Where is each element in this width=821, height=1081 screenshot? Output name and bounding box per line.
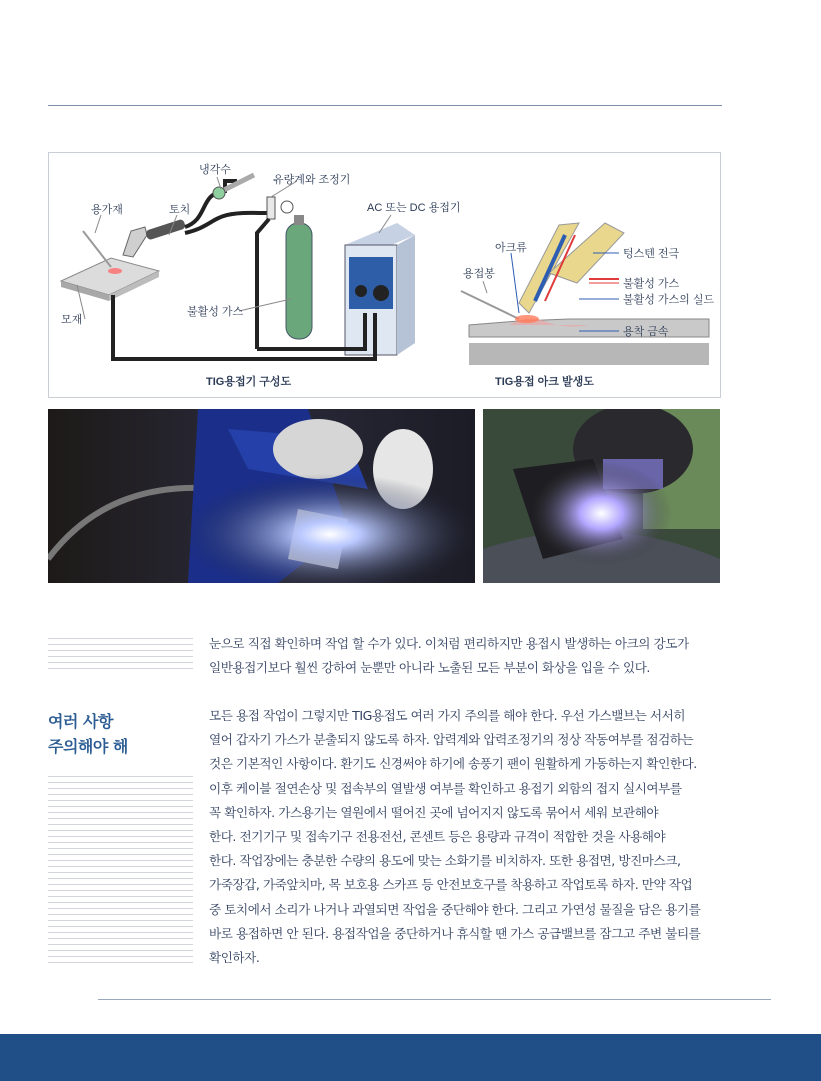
label-coolant: 냉각수 xyxy=(199,164,231,176)
label-inert-gas: 불활성 가스 xyxy=(187,306,244,318)
weld-spark xyxy=(108,268,122,274)
caption-right: TIG용접 아크 발생도 xyxy=(495,376,594,388)
paragraph-line: 일반용접기보다 훨씬 강하여 눈뿐만 아니라 노출된 모든 부분이 화상을 입을 수 있다. xyxy=(209,660,650,676)
power-source xyxy=(345,223,415,355)
side-hatch-bottom xyxy=(48,776,193,964)
top-divider xyxy=(48,105,722,106)
tig-welding-photo-icon xyxy=(483,409,720,583)
filler-rod xyxy=(83,231,111,267)
tig-diagram-drawing xyxy=(49,153,721,398)
paragraph-line: 가죽장갑, 가죽앞치마, 목 보호용 스카프 등 안전보호구를 착용하고 작업토록 하자. 만약 작업 xyxy=(209,877,693,893)
paragraph-line: 모든 용접 작업이 그렇지만 TIG용접도 여러 가지 주의를 해야 한다. 우선 가스밸브는 서서히 xyxy=(209,708,686,723)
paragraph-line: 한다. 전기기구 및 접속기구 전용전선, 콘센트 등은 용량과 규격이 적합한 것을 사용해야 xyxy=(209,829,666,845)
side-heading-line2: 주의해야 해 xyxy=(48,737,128,756)
torch-handle xyxy=(145,219,186,241)
side-heading xyxy=(48,709,198,759)
paragraph-1 xyxy=(209,632,724,680)
label-power-source: AC 또는 DC 용접기 xyxy=(367,202,461,214)
paragraph-line: 중 토치에서 소리가 나거나 과열되면 작업을 중단해야 한다. 그리고 가연성 물질을 담은 용기를 xyxy=(209,901,701,917)
label-flowmeter: 유량계와 조정기 xyxy=(273,174,351,186)
label-tungsten: 텅스텐 전극 xyxy=(623,248,680,260)
paragraph-line: 바로 용접하면 안 된다. 용접작업을 중단하거나 휴식할 땐 가스 공급밸브를 잠그고 주변 불티를 xyxy=(209,925,701,941)
label-inert-gas-2: 불활성 가스 xyxy=(623,278,680,290)
tig-welding-photo xyxy=(483,409,720,583)
paragraph-line: 이후 케이블 절연손상 및 접속부의 열발생 여부를 확인하고 용접기 외함의 접지 실시여부를 xyxy=(209,780,682,796)
bottom-divider xyxy=(98,999,771,1000)
paragraph-line: 확인하자. xyxy=(209,950,260,966)
welder-photo xyxy=(48,409,475,583)
footer-band xyxy=(0,1034,821,1081)
label-inert-shield: 불활성 가스의 실드 xyxy=(623,294,715,306)
label-base-metal: 모재 xyxy=(61,314,83,326)
label-deposit: 용착 금속 xyxy=(623,326,669,338)
paragraph-line: 꼭 확인하자. 가스용기는 열원에서 떨어진 곳에 넘어지지 않도록 묶어서 세워 보관해야 xyxy=(209,804,659,820)
paragraph-line: 눈으로 직접 확인하며 작업 할 수가 있다. 이처럼 편리하지만 용접시 발생하는 아크의 강도가 xyxy=(209,636,689,651)
side-heading-line1: 여러 사항 xyxy=(48,712,113,731)
label-torch: 토치 xyxy=(169,204,191,216)
welder-photo-icon xyxy=(48,409,475,583)
paragraph-2 xyxy=(209,704,724,970)
tig-diagram xyxy=(48,152,721,398)
label-arc: 아크류 xyxy=(495,242,527,254)
coolant-valve xyxy=(213,175,254,199)
label-filler-rod: 용접봉 xyxy=(463,268,495,280)
side-hatch-top xyxy=(48,638,193,674)
flowmeter xyxy=(267,197,275,219)
gas-cylinder xyxy=(286,223,312,339)
torch-head xyxy=(123,227,147,257)
paragraph-line: 것은 기본적인 사항이다. 환기도 신경써야 하기에 송풍기 팬이 원활하게 가동하는지 확인한다. xyxy=(209,756,697,772)
paragraph-line: 열어 갑자기 가스가 분출되지 않도록 하자. 압력계와 압력조정기의 정상 작동여부를 점검하는 xyxy=(209,732,694,748)
label-filler: 용가재 xyxy=(91,204,123,216)
caption-left: TIG용접기 구성도 xyxy=(206,376,292,388)
paragraph-line: 한다. 작업장에는 충분한 수량의 용도에 맞는 소화기를 비치하자. 또한 용접면, 방진마스크, xyxy=(209,853,681,869)
